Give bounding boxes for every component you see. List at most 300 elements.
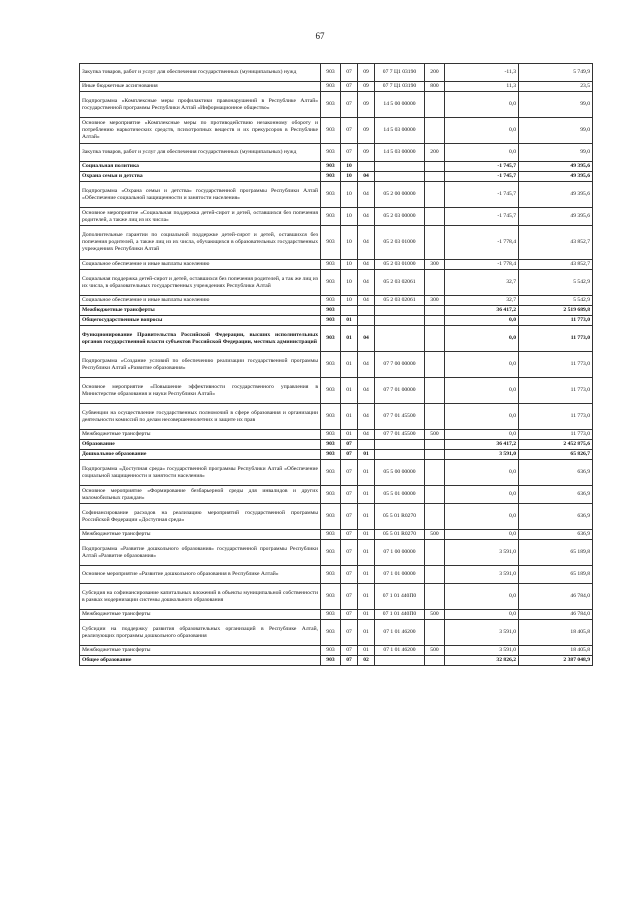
pr-cell: 01 [358, 584, 375, 610]
vr-cell [425, 540, 445, 566]
ved-cell: 903 [321, 82, 341, 92]
row-name-cell: Основное мероприятие «Развитие дошкольного образования в Республике Алтай» [80, 566, 321, 584]
rz-cell: 01 [341, 404, 358, 430]
table-row [80, 306, 593, 316]
row-name-cell: Социальное обеспечение и иные выплаты населению [80, 296, 321, 306]
table-row [80, 460, 593, 486]
amount-change-cell: 3 591,0 [445, 620, 519, 646]
table-row [80, 172, 593, 182]
amount-total-cell: 99,0 [519, 92, 593, 118]
vr-cell [425, 486, 445, 504]
pr-cell: 04 [358, 226, 375, 260]
rz-cell: 07 [341, 646, 358, 656]
rz-cell: 07 [341, 620, 358, 646]
row-name-cell: Основное мероприятие «Социальная поддержка детей-сирот и детей, оставшихся без попечения родителей, а также лиц из их числа» [80, 208, 321, 226]
rz-cell: 07 [341, 530, 358, 540]
ved-cell: 903 [321, 440, 341, 450]
amount-change-cell: 0,0 [445, 316, 519, 326]
vr-cell: 500 [425, 430, 445, 440]
rz-cell: 07 [341, 540, 358, 566]
table-row [80, 610, 593, 620]
csr-cell: 05 2 03 02061 [375, 296, 425, 306]
ved-cell: 903 [321, 316, 341, 326]
rz-cell: 07 [341, 64, 358, 82]
row-name-cell: Социальная политика [80, 162, 321, 172]
rz-cell: 10 [341, 182, 358, 208]
ved-cell: 903 [321, 656, 341, 666]
row-name-cell: Социальное обеспечение и иные выплаты населению [80, 260, 321, 270]
amount-total-cell: 18 405,8 [519, 620, 593, 646]
vr-cell [425, 208, 445, 226]
pr-cell: 04 [358, 208, 375, 226]
amount-total-cell: 5 542,9 [519, 270, 593, 296]
rz-cell: 01 [341, 352, 358, 378]
amount-total-cell: 49 395,6 [519, 182, 593, 208]
amount-change-cell: 0,0 [445, 404, 519, 430]
amount-total-cell: 2 387 048,9 [519, 656, 593, 666]
pr-cell: 04 [358, 352, 375, 378]
ved-cell: 903 [321, 566, 341, 584]
rz-cell: 10 [341, 162, 358, 172]
amount-change-cell: 0,0 [445, 610, 519, 620]
amount-total-cell: 11 773,0 [519, 316, 593, 326]
rz-cell: 10 [341, 270, 358, 296]
amount-total-cell: 636,9 [519, 486, 593, 504]
amount-change-cell: 0,0 [445, 430, 519, 440]
vr-cell [425, 566, 445, 584]
pr-cell: 01 [358, 486, 375, 504]
page-number: 67 [315, 31, 325, 41]
rz-cell: 01 [341, 430, 358, 440]
table-row [80, 64, 593, 82]
pr-cell: 01 [358, 646, 375, 656]
csr-cell: 07 1 00 00000 [375, 540, 425, 566]
vr-cell [425, 162, 445, 172]
ved-cell: 903 [321, 352, 341, 378]
rz-cell: 07 [341, 584, 358, 610]
ved-cell: 903 [321, 172, 341, 182]
csr-cell [375, 450, 425, 460]
csr-cell: 05 2 03 00000 [375, 208, 425, 226]
amount-change-cell: 0,0 [445, 530, 519, 540]
amount-change-cell: -1 745,7 [445, 182, 519, 208]
vr-cell [425, 316, 445, 326]
amount-total-cell: 5 749,9 [519, 64, 593, 82]
rz-cell: 07 [341, 118, 358, 144]
table-row [80, 486, 593, 504]
csr-cell: 05 2 03 01000 [375, 260, 425, 270]
ved-cell: 903 [321, 540, 341, 566]
csr-cell: 14 5 03 00000 [375, 144, 425, 162]
amount-total-cell: 46 784,0 [519, 610, 593, 620]
row-name-cell: Межбюджетные трансферты [80, 430, 321, 440]
row-name-cell: Подпрограмма «Развитие дошкольного образования» государственной программы Республики Алтай «Развитие образования» [80, 540, 321, 566]
amount-total-cell: 46 784,0 [519, 584, 593, 610]
table-row [80, 352, 593, 378]
pr-cell: 09 [358, 144, 375, 162]
rz-cell: 01 [341, 326, 358, 352]
amount-total-cell: 11 773,0 [519, 352, 593, 378]
vr-cell [425, 450, 445, 460]
rz-cell: 01 [341, 378, 358, 404]
ved-cell: 903 [321, 144, 341, 162]
amount-change-cell: 0,0 [445, 486, 519, 504]
amount-total-cell: 23,5 [519, 82, 593, 92]
pr-cell: 01 [358, 530, 375, 540]
rz-cell [341, 306, 358, 316]
vr-cell: 300 [425, 296, 445, 306]
csr-cell: 14 5 03 00000 [375, 118, 425, 144]
table-row [80, 208, 593, 226]
row-name-cell: Иные бюджетные ассигнования [80, 82, 321, 92]
rz-cell: 10 [341, 208, 358, 226]
rz-cell: 07 [341, 566, 358, 584]
table-row [80, 92, 593, 118]
pr-cell: 09 [358, 82, 375, 92]
csr-cell: 05 5 01 R0270 [375, 504, 425, 530]
csr-cell: 07 1 01 440П0 [375, 610, 425, 620]
ved-cell: 903 [321, 584, 341, 610]
rz-cell: 07 [341, 504, 358, 530]
amount-change-cell: 32,7 [445, 270, 519, 296]
rz-cell: 07 [341, 450, 358, 460]
rz-cell: 07 [341, 610, 358, 620]
row-name-cell: Дополнительные гарантии по социальной поддержке детей-сирот и детей, оставшихся без попечения родителей, а также лиц из их числа, обучающихся в образовательных государственных учреждениях Республики Алтай [80, 226, 321, 260]
pr-cell [358, 316, 375, 326]
table-row [80, 566, 593, 584]
amount-total-cell: 99,0 [519, 144, 593, 162]
table-row [80, 620, 593, 646]
row-name-cell: Субвенции на осуществление государственных полномочий в сфере образования и организации деятельности комиссий по делам несовершеннолетних и защите их прав [80, 404, 321, 430]
pr-cell: 04 [358, 326, 375, 352]
pr-cell: 04 [358, 430, 375, 440]
rz-cell: 01 [341, 316, 358, 326]
vr-cell [425, 404, 445, 430]
pr-cell: 09 [358, 64, 375, 82]
table-row [80, 82, 593, 92]
row-name-cell: Образование [80, 440, 321, 450]
row-name-cell: Закупка товаров, работ и услуг для обеспечения государственных (муниципальных) нужд [80, 144, 321, 162]
table-row [80, 378, 593, 404]
csr-cell: 07 7 Ц1 03190 [375, 82, 425, 92]
rz-cell: 07 [341, 486, 358, 504]
amount-change-cell: 32,7 [445, 296, 519, 306]
ved-cell: 903 [321, 530, 341, 540]
csr-cell [375, 172, 425, 182]
amount-total-cell: 65 189,8 [519, 566, 593, 584]
ved-cell: 903 [321, 296, 341, 306]
csr-cell: 07 7 01 45500 [375, 404, 425, 430]
pr-cell: 04 [358, 260, 375, 270]
amount-total-cell: 2 519 689,8 [519, 306, 593, 316]
amount-change-cell: -1 745,7 [445, 208, 519, 226]
csr-cell: 07 7 Ц1 03190 [375, 64, 425, 82]
csr-cell [375, 316, 425, 326]
amount-change-cell: 0,0 [445, 118, 519, 144]
ved-cell: 903 [321, 430, 341, 440]
pr-cell: 01 [358, 566, 375, 584]
vr-cell [425, 306, 445, 316]
vr-cell [425, 620, 445, 646]
amount-change-cell: 3 591,0 [445, 450, 519, 460]
amount-total-cell: 11 773,0 [519, 430, 593, 440]
pr-cell [358, 306, 375, 316]
table-row [80, 584, 593, 610]
csr-cell [375, 306, 425, 316]
ved-cell: 903 [321, 450, 341, 460]
row-name-cell: Общее образование [80, 656, 321, 666]
rz-cell: 07 [341, 460, 358, 486]
row-name-cell: Подпрограмма «Комплексные меры профилактики правонарушений в Республике Алтай» государственной программы Республики Алтай «Информационное общество» [80, 92, 321, 118]
csr-cell: 05 2 03 01000 [375, 226, 425, 260]
table-row [80, 326, 593, 352]
ved-cell: 903 [321, 404, 341, 430]
rz-cell: 10 [341, 260, 358, 270]
amount-total-cell: 43 852,7 [519, 260, 593, 270]
row-name-cell: Дошкольное образование [80, 450, 321, 460]
table-row [80, 656, 593, 666]
table-row [80, 162, 593, 172]
amount-change-cell: 32 826,2 [445, 656, 519, 666]
csr-cell: 07 1 01 440П0 [375, 584, 425, 610]
csr-cell: 05 5 01 00000 [375, 486, 425, 504]
csr-cell: 05 2 03 02061 [375, 270, 425, 296]
row-name-cell: Субсидии на поддержку развития образовательных организаций в Республике Алтай, реализующих программы дошкольного образования [80, 620, 321, 646]
pr-cell: 04 [358, 296, 375, 306]
amount-total-cell: 49 395,6 [519, 208, 593, 226]
amount-change-cell: 11,3 [445, 82, 519, 92]
csr-cell: 07 1 01 46200 [375, 620, 425, 646]
ved-cell: 903 [321, 646, 341, 656]
row-name-cell: Охрана семьи и детства [80, 172, 321, 182]
ved-cell: 903 [321, 260, 341, 270]
amount-total-cell: 49 395,6 [519, 162, 593, 172]
table-row [80, 504, 593, 530]
pr-cell: 04 [358, 378, 375, 404]
pr-cell: 09 [358, 92, 375, 118]
pr-cell: 02 [358, 656, 375, 666]
amount-total-cell: 636,9 [519, 460, 593, 486]
amount-total-cell: 65 826,7 [519, 450, 593, 460]
vr-cell [425, 378, 445, 404]
amount-total-cell: 18 405,8 [519, 646, 593, 656]
table-row [80, 440, 593, 450]
csr-cell [375, 326, 425, 352]
amount-change-cell: 0,0 [445, 504, 519, 530]
amount-total-cell: 11 773,0 [519, 378, 593, 404]
pr-cell: 01 [358, 610, 375, 620]
ved-cell: 903 [321, 378, 341, 404]
amount-change-cell: 3 591,0 [445, 646, 519, 656]
csr-cell: 07 1 01 00000 [375, 566, 425, 584]
table-row [80, 530, 593, 540]
pr-cell: 01 [358, 620, 375, 646]
vr-cell [425, 584, 445, 610]
amount-total-cell: 99,0 [519, 118, 593, 144]
amount-change-cell: 0,0 [445, 144, 519, 162]
table-row [80, 296, 593, 306]
vr-cell: 500 [425, 646, 445, 656]
table-row [80, 182, 593, 208]
rz-cell: 07 [341, 144, 358, 162]
pr-cell: 01 [358, 540, 375, 566]
ved-cell: 903 [321, 486, 341, 504]
row-name-cell: Основное мероприятие «Комплексные меры по противодействию незаконному обороту и потреблению наркотических средств, психотропных веществ и их прекурсоров в Республике Алтай» [80, 118, 321, 144]
table-row [80, 646, 593, 656]
pr-cell: 04 [358, 404, 375, 430]
amount-change-cell: 0,0 [445, 92, 519, 118]
table-row [80, 404, 593, 430]
vr-cell: 200 [425, 64, 445, 82]
rz-cell: 07 [341, 92, 358, 118]
amount-total-cell: 636,9 [519, 504, 593, 530]
rz-cell: 07 [341, 82, 358, 92]
table-row [80, 118, 593, 144]
vr-cell: 800 [425, 82, 445, 92]
row-name-cell: Основное мероприятие «Формирование безбарьерной среды для инвалидов и других маломобильных граждан» [80, 486, 321, 504]
pr-cell: 01 [358, 460, 375, 486]
vr-cell [425, 226, 445, 260]
csr-cell [375, 656, 425, 666]
ved-cell: 903 [321, 326, 341, 352]
pr-cell [358, 440, 375, 450]
csr-cell: 14 5 00 00000 [375, 92, 425, 118]
row-name-cell: Общегосударственные вопросы [80, 316, 321, 326]
row-name-cell: Социальная поддержка детей-сирот и детей, оставшихся без попечения родителей, а так же лиц из их числа, в образовательных государственных учреждениях Республики Алтай [80, 270, 321, 296]
amount-total-cell: 11 773,0 [519, 404, 593, 430]
rz-cell: 10 [341, 226, 358, 260]
vr-cell: 300 [425, 260, 445, 270]
amount-change-cell: -1 745,7 [445, 162, 519, 172]
table-row [80, 144, 593, 162]
amount-change-cell: -1 745,7 [445, 172, 519, 182]
csr-cell: 07 7 01 00000 [375, 378, 425, 404]
amount-change-cell: 0,0 [445, 584, 519, 610]
table-row [80, 270, 593, 296]
csr-cell: 05 5 01 R0270 [375, 530, 425, 540]
ved-cell: 903 [321, 306, 341, 316]
row-name-cell: Подпрограмма «Охрана семьи и детства» государственной программы Республики Алтай «Обеспечение социальной защищенности и занятости населения» [80, 182, 321, 208]
amount-change-cell: -1 778,4 [445, 226, 519, 260]
pr-cell [358, 162, 375, 172]
ved-cell: 903 [321, 92, 341, 118]
ved-cell: 903 [321, 118, 341, 144]
csr-cell: 07 7 01 45500 [375, 430, 425, 440]
row-name-cell: Межбюджетные трансферты [80, 306, 321, 316]
budget-table-body [80, 64, 593, 666]
amount-change-cell: 0,0 [445, 460, 519, 486]
ved-cell: 903 [321, 182, 341, 208]
csr-cell: 07 7 00 00000 [375, 352, 425, 378]
vr-cell [425, 92, 445, 118]
amount-total-cell: 11 773,0 [519, 326, 593, 352]
amount-change-cell: -11,3 [445, 64, 519, 82]
vr-cell [425, 504, 445, 530]
ved-cell: 903 [321, 504, 341, 530]
vr-cell [425, 440, 445, 450]
table-row [80, 430, 593, 440]
pr-cell: 01 [358, 450, 375, 460]
rz-cell: 10 [341, 296, 358, 306]
table-row [80, 450, 593, 460]
vr-cell: 500 [425, 530, 445, 540]
row-name-cell: Межбюджетные трансферты [80, 530, 321, 540]
csr-cell: 05 5 00 00000 [375, 460, 425, 486]
amount-change-cell: 0,0 [445, 326, 519, 352]
ved-cell: 903 [321, 208, 341, 226]
amount-change-cell: 3 591,0 [445, 566, 519, 584]
vr-cell [425, 270, 445, 296]
vr-cell [425, 352, 445, 378]
ved-cell: 903 [321, 64, 341, 82]
amount-total-cell: 49 395,6 [519, 172, 593, 182]
table-row [80, 540, 593, 566]
amount-total-cell: 636,9 [519, 530, 593, 540]
row-name-cell: Функционирование Правительства Российской Федерации, высших исполнительных органов государственной власти субъектов Российской Федерации, местных администраций [80, 326, 321, 352]
amount-total-cell: 2 452 875,6 [519, 440, 593, 450]
vr-cell: 200 [425, 144, 445, 162]
table-row [80, 316, 593, 326]
amount-total-cell: 43 852,7 [519, 226, 593, 260]
vr-cell [425, 460, 445, 486]
amount-change-cell: 36 417,2 [445, 440, 519, 450]
table-row [80, 260, 593, 270]
csr-cell: 07 1 01 46200 [375, 646, 425, 656]
vr-cell [425, 172, 445, 182]
amount-change-cell: 0,0 [445, 378, 519, 404]
amount-change-cell: 3 591,0 [445, 540, 519, 566]
pr-cell: 04 [358, 270, 375, 296]
row-name-cell: Софинансирование расходов на реализацию мероприятий государственной программы Российской Федерации «Доступная среда» [80, 504, 321, 530]
row-name-cell: Подпрограмма «Создание условий по обеспечению реализации государственной программы Республики Алтай «Развитие образования» [80, 352, 321, 378]
vr-cell [425, 182, 445, 208]
amount-change-cell: 36 417,2 [445, 306, 519, 316]
ved-cell: 903 [321, 226, 341, 260]
pr-cell: 09 [358, 118, 375, 144]
amount-total-cell: 5 542,9 [519, 296, 593, 306]
vr-cell [425, 656, 445, 666]
table-row [80, 226, 593, 260]
csr-cell [375, 440, 425, 450]
amount-change-cell: 0,0 [445, 352, 519, 378]
pr-cell: 04 [358, 172, 375, 182]
ved-cell: 903 [321, 620, 341, 646]
row-name-cell: Подпрограмма «Доступная среда» государственной программы Республики Алтай «Обеспечение социальной защищенности и занятости населения» [80, 460, 321, 486]
csr-cell [375, 162, 425, 172]
row-name-cell: Межбюджетные трансферты [80, 610, 321, 620]
rz-cell: 07 [341, 440, 358, 450]
ved-cell: 903 [321, 270, 341, 296]
row-name-cell: Закупка товаров, работ и услуг для обеспечения государственных (муниципальных) нужд [80, 64, 321, 82]
vr-cell [425, 326, 445, 352]
row-name-cell: Субсидия на софинансирование капитальных вложений в объекты муниципальной собственности в рамках модернизации системы дошкольного образования [80, 584, 321, 610]
ved-cell: 903 [321, 460, 341, 486]
rz-cell: 10 [341, 172, 358, 182]
vr-cell [425, 118, 445, 144]
row-name-cell: Основное мероприятие «Повышение эффективности государственного управления в Министерстве образования и науки Республики Алтай» [80, 378, 321, 404]
vr-cell: 500 [425, 610, 445, 620]
amount-total-cell: 65 189,8 [519, 540, 593, 566]
pr-cell: 04 [358, 182, 375, 208]
ved-cell: 903 [321, 610, 341, 620]
pr-cell: 01 [358, 504, 375, 530]
amount-change-cell: -1 778,4 [445, 260, 519, 270]
rz-cell: 07 [341, 656, 358, 666]
row-name-cell: Межбюджетные трансферты [80, 646, 321, 656]
budget-table [79, 63, 593, 666]
csr-cell: 05 2 00 00000 [375, 182, 425, 208]
ved-cell: 903 [321, 162, 341, 172]
